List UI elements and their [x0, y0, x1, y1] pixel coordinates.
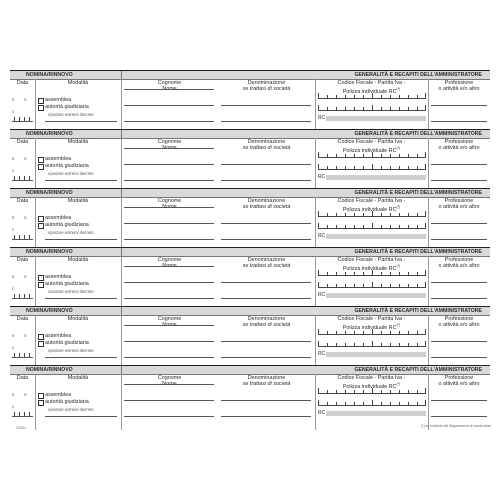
col-cognome-nome: Cognome Nome — [157, 139, 182, 152]
col-professione: Professione o attività e/o altro — [438, 375, 480, 388]
codice-fiscale-field[interactable] — [318, 271, 426, 276]
autorita-checkbox[interactable] — [38, 164, 44, 170]
col-professione: Professione o attività e/o altro — [438, 316, 480, 329]
codice-fiscale-field[interactable] — [318, 330, 426, 335]
codice-fiscale-field[interactable] — [318, 389, 426, 394]
section-header-band — [10, 189, 490, 198]
section-header-band — [10, 248, 490, 257]
col-cognome-nome: Cognome Nome — [157, 80, 182, 93]
footnote: (*) se richiesto dal Regolamento di condominio — [421, 424, 492, 428]
codice-fiscale-field[interactable] — [318, 212, 426, 217]
rc-label: RC — [318, 351, 326, 357]
partita-iva-field[interactable] — [318, 342, 426, 347]
nomina-header: NOMINA/RINNOVO — [26, 131, 73, 137]
nomina-header: NOMINA/RINNOVO — [26, 249, 73, 255]
col-modalita: Modalità — [67, 257, 89, 263]
entry-section: NOMINA/RINNOVO GENERALITÀ E RECAPITI DELL'AMMINISTRATORE Data Modalità Cognome Nome Denominazione se trattasi di società Codice Fiscale - Partita Iva - Polizza individuale RC(*) Professione o attività e/o altro s n c assemblea autorità giudiziaria riportare estremi decreto RC — [10, 247, 490, 306]
section-header-band — [10, 130, 490, 139]
col-codice: Codice Fiscale - Partita Iva - Polizza individuale RC(*) — [337, 316, 406, 332]
autorita-checkbox[interactable] — [38, 400, 44, 406]
col-data: Data — [16, 198, 29, 204]
entry-section: NOMINA/RINNOVO GENERALITÀ E RECAPITI DELL'AMMINISTRATORE Data Modalità Cognome Nome Denominazione se trattasi di società Codice Fiscale - Partita Iva - Polizza individuale RC(*) Professione o attività e/o altro s n c assemblea autorità giudiziaria riportare estremi decreto RC — [10, 306, 490, 365]
col-denominazione: Denominazione se trattasi di società — [242, 139, 291, 152]
nomina-header: NOMINA/RINNOVO — [26, 190, 73, 196]
col-denominazione: Denominazione se trattasi di società — [242, 316, 291, 329]
generalita-header: GENERALITÀ E RECAPITI DELL'AMMINISTRATORE — [354, 308, 482, 314]
col-modalita: Modalità — [67, 139, 89, 145]
product-code: 13431 — [16, 426, 26, 430]
entry-section: NOMINA/RINNOVO GENERALITÀ E RECAPITI DELL'AMMINISTRATORE Data Modalità Cognome Nome Denominazione se trattasi di società Codice Fiscale - Partita Iva - Polizza individuale RC(*) Professione o attività e/o altro s n c assemblea autorità giudiziaria riportare estremi decreto RC — [10, 188, 490, 247]
col-data: Data — [16, 316, 29, 322]
nomina-header: NOMINA/RINNOVO — [26, 367, 73, 373]
codice-fiscale-field[interactable] — [318, 94, 426, 99]
col-data: Data — [16, 257, 29, 263]
partita-iva-field[interactable] — [318, 224, 426, 229]
entry-section: NOMINA/RINNOVO GENERALITÀ E RECAPITI DELL'AMMINISTRATORE Data Modalità Cognome Nome Denominazione se trattasi di società Codice Fiscale - Partita Iva - Polizza individuale RC(*) Professione o attività e/o altro s n c assemblea autorità giudiziaria riportare estremi decreto RC — [10, 129, 490, 188]
col-cognome-nome: Cognome Nome — [157, 375, 182, 388]
partita-iva-field[interactable] — [318, 401, 426, 406]
section-header-band — [10, 307, 490, 316]
generalita-header: GENERALITÀ E RECAPITI DELL'AMMINISTRATORE — [354, 72, 482, 78]
section-header-band — [10, 71, 490, 80]
col-codice: Codice Fiscale - Partita Iva - Polizza individuale RC(*) — [337, 375, 406, 391]
col-modalita: Modalità — [67, 80, 89, 86]
rc-label: RC — [318, 292, 326, 298]
generalita-header: GENERALITÀ E RECAPITI DELL'AMMINISTRATORE — [354, 190, 482, 196]
col-denominazione: Denominazione se trattasi di società — [242, 198, 291, 211]
col-professione: Professione o attività e/o altro — [438, 198, 480, 211]
generalita-header: GENERALITÀ E RECAPITI DELL'AMMINISTRATORE — [354, 131, 482, 137]
assemblea-checkbox[interactable] — [38, 216, 44, 222]
col-professione: Professione o attività e/o altro — [438, 80, 480, 93]
col-data: Data — [16, 375, 29, 381]
assemblea-checkbox[interactable] — [38, 334, 44, 340]
col-professione: Professione o attività e/o altro — [438, 257, 480, 270]
nomina-header: NOMINA/RINNOVO — [26, 72, 73, 78]
polizza-rc-field[interactable] — [326, 175, 426, 180]
nomina-header: NOMINA/RINNOVO — [26, 308, 73, 314]
col-data: Data — [16, 139, 29, 145]
col-cognome-nome: Cognome Nome — [157, 198, 182, 211]
col-cognome-nome: Cognome Nome — [157, 257, 182, 270]
autorita-checkbox[interactable] — [38, 282, 44, 288]
section-header-band — [10, 366, 490, 375]
generalita-header: GENERALITÀ E RECAPITI DELL'AMMINISTRATORE — [354, 249, 482, 255]
generalita-header: GENERALITÀ E RECAPITI DELL'AMMINISTRATORE — [354, 367, 482, 373]
partita-iva-field[interactable] — [318, 106, 426, 111]
polizza-rc-field[interactable] — [326, 411, 426, 416]
polizza-rc-field[interactable] — [326, 234, 426, 239]
col-modalita: Modalità — [67, 375, 89, 381]
col-codice: Codice Fiscale - Partita Iva - Polizza individuale RC(*) — [337, 80, 406, 96]
rc-label: RC — [318, 410, 326, 416]
autorita-checkbox[interactable] — [38, 341, 44, 347]
rc-label: RC — [318, 115, 326, 121]
assemblea-checkbox[interactable] — [38, 275, 44, 281]
rc-label: RC — [318, 233, 326, 239]
assemblea-checkbox[interactable] — [38, 393, 44, 399]
col-codice: Codice Fiscale - Partita Iva - Polizza individuale RC(*) — [337, 198, 406, 214]
col-denominazione: Denominazione se trattasi di società — [242, 257, 291, 270]
col-codice: Codice Fiscale - Partita Iva - Polizza individuale RC(*) — [337, 139, 406, 155]
codice-fiscale-field[interactable] — [318, 153, 426, 158]
assemblea-checkbox[interactable] — [38, 157, 44, 163]
polizza-rc-field[interactable] — [326, 352, 426, 357]
col-denominazione: Denominazione se trattasi di società — [242, 80, 291, 93]
autorita-checkbox[interactable] — [38, 105, 44, 111]
assemblea-checkbox[interactable] — [38, 98, 44, 104]
col-cognome-nome: Cognome Nome — [157, 316, 182, 329]
polizza-rc-field[interactable] — [326, 293, 426, 298]
partita-iva-field[interactable] — [318, 165, 426, 170]
autorita-checkbox[interactable] — [38, 223, 44, 229]
polizza-rc-field[interactable] — [326, 116, 426, 121]
administrator-register-form — [10, 70, 490, 441]
col-modalita: Modalità — [67, 198, 89, 204]
col-modalita: Modalità — [67, 316, 89, 322]
entry-section: NOMINA/RINNOVO GENERALITÀ E RECAPITI DELL'AMMINISTRATORE Data Modalità Cognome Nome Denominazione se trattasi di società Codice Fiscale - Partita Iva - Polizza individuale RC(*) Professione o attività e/o altro s n c assemblea autorità giudiziaria riportare estremi decreto RC — [10, 70, 490, 129]
col-codice: Codice Fiscale - Partita Iva - Polizza individuale RC(*) — [337, 257, 406, 273]
rc-label: RC — [318, 174, 326, 180]
col-professione: Professione o attività e/o altro — [438, 139, 480, 152]
col-data: Data — [16, 80, 29, 86]
col-denominazione: Denominazione se trattasi di società — [242, 375, 291, 388]
partita-iva-field[interactable] — [318, 283, 426, 288]
entry-section: NOMINA/RINNOVO GENERALITÀ E RECAPITI DELL'AMMINISTRATORE Data Modalità Cognome Nome Denominazione se trattasi di società Codice Fiscale - Partita Iva - Polizza individuale RC(*) Professione o attività e/o altro s n c assemblea autorità giudiziaria riportare estremi decreto RC — [10, 365, 490, 430]
